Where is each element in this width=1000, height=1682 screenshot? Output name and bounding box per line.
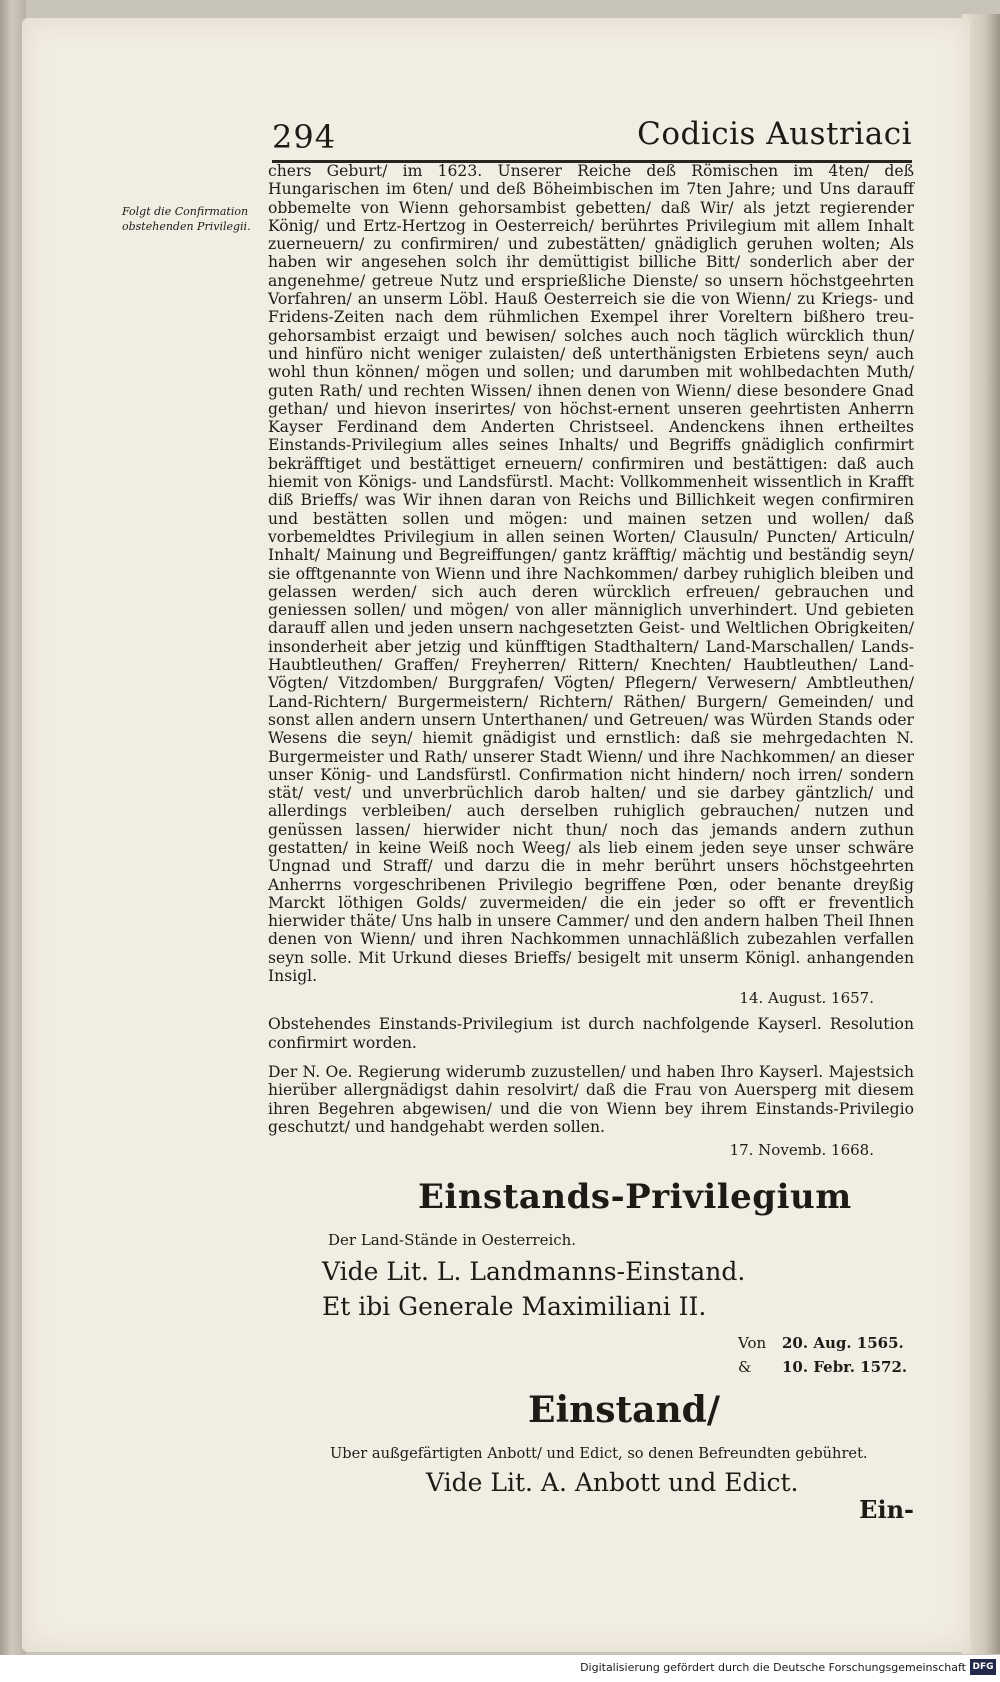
catchword: Ein- (859, 1494, 914, 1524)
date-value: 20. Aug. 1565. (782, 1333, 904, 1352)
date-prefix: Von (738, 1333, 767, 1352)
footer-credit: Digitalisierung gefördert durch die Deutsche Forschungsgemeinschaft (580, 1661, 966, 1674)
date-value: 10. Febr. 1572. (782, 1357, 908, 1376)
main-paragraph: chers Geburt/ im 1623. Unserer Reiche deß Römischen im 4ten/ deß Hungarischen im 6ten/ und deß Böheimbischen im 7ten Jahre; und Uns darauff obbemelte von Wienn gehorsambist gebetten/ daß Wir/ als jetzt regierender König/ und Ertz-Hertzog in Oesterreich/ berührtes Privilegium mit allem Inhalt zuerneuern/ zu confirmiren/ und zubestätten/ gnädiglich geruhen wolten; Als haben wir angesehen solch ihr demüttigist billiche Bitt/ sonderlich aber der angenehme/ getreue Nutz und ersprießliche Dienste/ so unsern höchstgeehrten Vorfahren/ an unserm Löbl. Hauß Oesterreich sie die von Wienn/ zu Kriegs- und Fridens-Zeiten nach dem rühmlichen Exempel ihrer Voreltern bißhero treu- gehorsambist erzaigt und bewisen/ solches auch noch täglich würcklich thun/ und hinfüro nicht weniger zulaisten/ deß unterthänigsten Erbietens seyn/ auch wohl thun können/ mögen und sollen; und darumben mit wohlbedachten Muth/ guten Rath/ und rechten Wissen/ ihnen denen von Wienn/ diese besondere Gnad gethan/ und hievon inserirtes/ von höchst-ernent unseren geehrtisten Anherrn Kayser Ferdinand dem Anderten Christseel. Andenckens ihnen ertheiltes Einstands-Privilegium alles seines Inhalts/ und Begriffs gnädiglich confirmirt bekräfftiget und bestättiget erneuern/ confirmiren und bestättigen: daß auch hiemit von Königs- und Landsfürstl. Macht: Vollkommenheit wissentlich in Krafft diß Brieffs/ was Wir ihnen daran von Reichs und Billichkeit wegen confirmiren und bestätten sollen und mögen: und mainen setzen und wollen/ daß vorbemeldtes Privilegium in allen seinen Worten/ Clausuln/ Puncten/ Articuln/ Inhalt/ Mainung und Begreiffungen/ gantz kräfftig/ mächtig und beständig seyn/ sie offtgenannte von Wienn und ihre Nachkommen/ darbey ruhiglich bleiben und gelassen werden/ sich auch deren würcklich erfreuen/ gebrauchen und geniessen sollen/ und mögen/ von aller männiglich unverhindert. Und gebieten darauff allen und jeden unsern nachgesetzten Geist- und Weltlichen Obrigkeiten/ insonderheit aber jetzig und künfftigen Stadthaltern/ Land-Marschallen/ Lands-Haubtleuthen/ Graffen/ Freyherren/ Rittern/ Knechten/ Haubtleuthen/ Land-Vögten/ Vitzdomben/ Burggrafen/ Vögten/ Pflegern/ Verwesern/ Ambtleuthen/ Land-Richtern/ Burgermeistern/ Richtern/ Räthen/ Burgern/ Gemeinden/ und sonst allen andern unsern Unterthanen/ und Getreuen/ was Würden Stands oder Wesens die seyn/ hiemit gnädigist und ernstlich: daß sie mehrgedachten N. Burgermeister und Rath/ unserer Stadt Wienn/ und ihre Nachkommen/ an dieser unser König- und Landsfürstl. Confirmation nicht hindern/ noch irren/ sondern stät/ vest/ und unverbrüchlich darob halten/ und sie darbey gäntzlich/ und allerdings verbleiben/ auch derselben ruhiglich gebrauchen/ nutzen und genüssen lassen/ hierwider nicht thun/ noch das jemands andern zuthun gestatten/ in keine Weiß noch Weeg/ als lieb einem jeden seye unser schwäre Ungnad und Straff/ und darzu die in mehr berührt unsers höchstgeehrten Anherrns vorgeschribenen Privilegio begriffene Pœn, oder benante dreyßig Marckt löthigen Golds/ zuvermeiden/ die ein jeder so offt er freventlich hierwider thäte/ Uns halb in unsere Cammer/ und den andern halben Theil Ihnen denen von Wienn/ und ihren Nachkommen unnachläßlich zubezahlen verfallen seyn solle. Mit Urkund dieses Brieffs/ besigelt mit unserm Königl. anhangenden Insigl. (268, 162, 914, 986)
page-number: 294 (272, 118, 337, 156)
cross-reference-generale: Et ibi Generale Maximiliani II. (322, 1291, 707, 1321)
page-header (272, 108, 912, 158)
confirmation-paragraph: Obstehendes Einstands-Privilegium ist durch nachfolgende Kayserl. Resolution confirmirt worden. (268, 1015, 914, 1052)
cross-reference-anbott: Vide Lit. A. Anbott und Edict. (426, 1467, 799, 1497)
section-subtitle-land-staende: Der Land-Stände in Oesterreich. (328, 1230, 577, 1249)
margin-note: Folgt die Confirmation obstehenden Privilegii. (122, 205, 251, 233)
digitization-footer (0, 1655, 1000, 1682)
date-1668: 17. Novemb. 1668. (729, 1140, 874, 1159)
main-text-column (268, 162, 914, 1524)
date-line (738, 1355, 914, 1379)
section-heading-einstand: Einstand/ (528, 1388, 721, 1431)
cross-reference-landmanns: Vide Lit. L. Landmanns-Einstand. (322, 1256, 746, 1286)
section-heading-einstands-privilegium: Einstands-Privilegium (418, 1176, 852, 1217)
date-prefix: & (738, 1357, 752, 1376)
section-subtitle-anbott: Uber außgefärtigten Anbott/ und Edict, so denen Befreundten gebühret. (330, 1444, 868, 1462)
section-dates (738, 1331, 914, 1379)
resolution-paragraph: Der N. Oe. Regierung widerumb zuzustellen/ und haben Ihro Kayserl. Majestsich hierüber allergnädigst dahin resolvirt/ daß die Frau von Auersperg mit diesem ihren Begehren abgewisen/ und die von Wienn bey ihrem Einstands-Privilegio geschutzt/ und handgehabt werden sollen. (268, 1062, 914, 1137)
date-line (738, 1331, 914, 1355)
date-1657: 14. August. 1657. (739, 989, 874, 1008)
dfg-logo-icon: DFG (970, 1659, 996, 1675)
running-title: Codicis Austriaci (637, 116, 912, 152)
